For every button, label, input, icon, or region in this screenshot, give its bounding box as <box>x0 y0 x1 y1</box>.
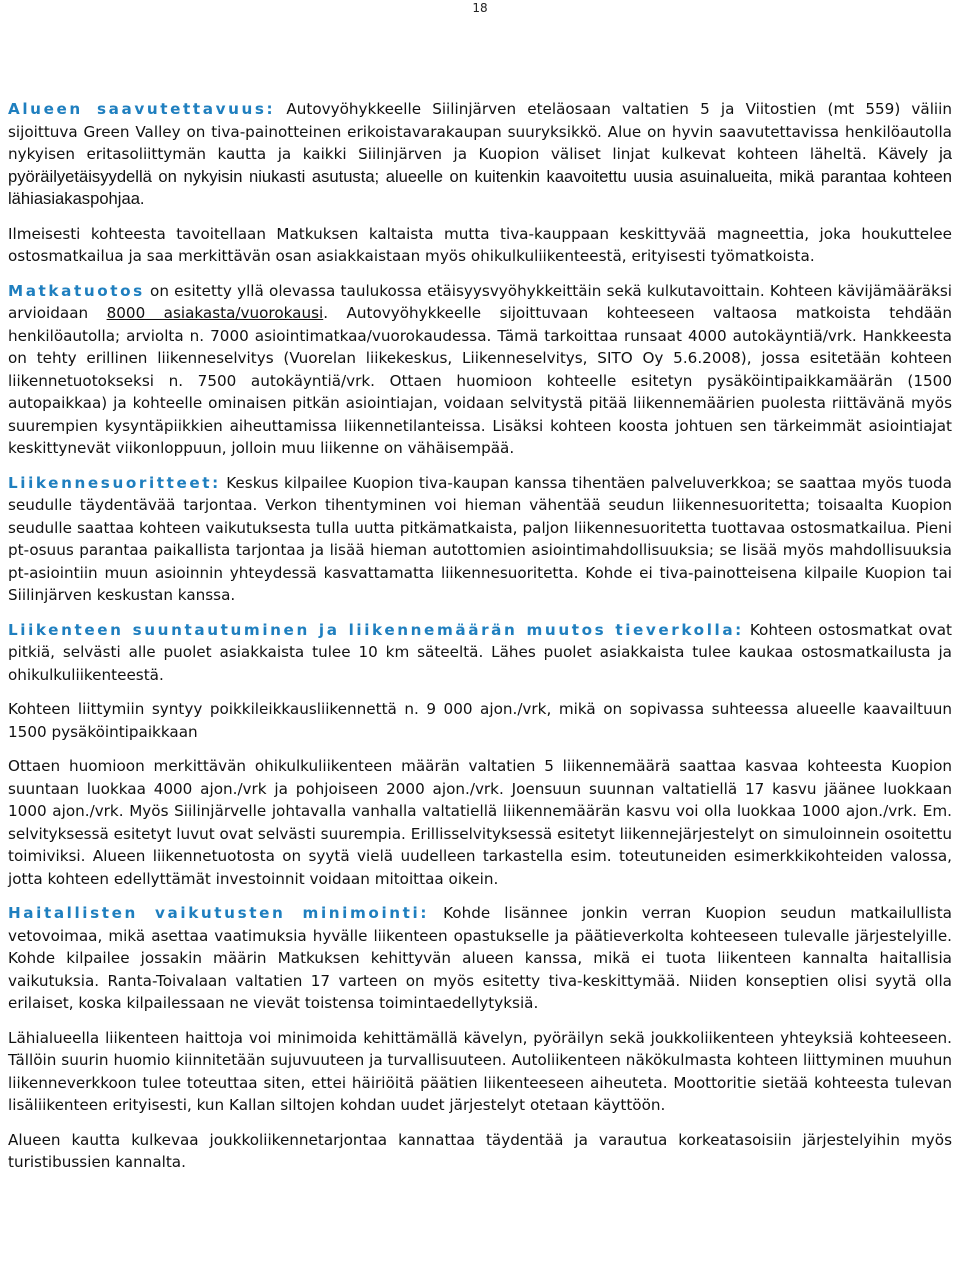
heading-trip-generation: Matkatuotos <box>8 281 145 300</box>
underlined-visitor-estimate: 8000 asiakasta/vuorokausi <box>106 304 324 322</box>
heading-traffic-performance: Liikennesuoritteet: <box>8 473 221 492</box>
heading-accessibility: Alueen saavutettavuus: <box>8 100 276 118</box>
paragraph-text: Ilmeisesti kohteesta tavoitellaan Matkuksen kaltaista mutta tiva-kauppaan keskittyvää magneettia, joka houkuttelee ostosmatkailua ja saa merkittävän osan asiakkaistaan myös ohikulkuliikenteestä, erityisesti työmatkoista. <box>8 224 952 265</box>
paragraph-mitigation <box>8 902 952 1015</box>
paragraph-trip-generation <box>8 280 952 460</box>
paragraph-text: Kohteen liittymiin syntyy poikkileikkausliikennettä n. 9 000 ajon./vrk, mikä on sopivassa suhteessa alueelle kaavailtuun 1500 pysäköintipaikkaan <box>8 700 952 741</box>
heading-mitigation: Haitallisten vaikutusten minimointi: <box>8 904 429 922</box>
paragraph-text: Kohteen ostosmatkat ovat pitkiä, selvästi alle puolet asiakkaista tulee 10 km säteeltä. Lähes puolet asiakkaista tulee kaukaa ostosmatkailusta ja ohikulkuliikenteestä. <box>8 620 952 684</box>
paragraph-text: Alueen kautta kulkevaa joukkoliikennetarjontaa kannattaa täydentää ja varautua korkeatasoisiin järjestelyihin myös turistibussien kannalta. <box>8 1130 952 1171</box>
paragraph-text: on esitetty yllä olevassa taulukossa etäisyysvyöhykkeittäin sekä kulkutavoittain. Kohteen kävijämääräksi arvioidaan <box>8 281 952 322</box>
document-body <box>8 98 952 1186</box>
paragraph-junction-traffic <box>8 698 952 743</box>
paragraph-text: . Autovyöhykkeelle sijoittuvaan kohteeseen valtaosa matkoista tehdään henkilöautolla; arviolta n. 7000 asiointimatkaa/vuorokaudessa. Tämä tarkoittaa runsaat 4000 autokäyntiä/vrk. Hankkeesta on tehty erillinen liikenneselvitys (Vuorelan liikekeskus, Liikenneselvitys, SITO Oy 5.6.2008), jossa esitetään kohteen liikennetuotokseksi n. 7500 autokäyntiä/vrk. Ottaen huomioon kohteelle esitetyn pysäköintipaikkamäärän (1500 autopaikkaa) ja kohteelle ominaisen pitkän asiointiajan, voidaan selvitystä pitää liikennemäärien puolesta riittävänä myös suurempien kysyntäpiikkien aiheuttamissa liikennetilanteissa. Lisäksi kohteen koosta johtuen sen tärkeimmät asiointiajat keskittynevät viikonloppuun, jolloin muu liikenne on vähäisempää. <box>8 304 952 457</box>
paragraph-traffic-performance <box>8 472 952 607</box>
paragraph-text: Lähialueella liikenteen haittoja voi minimoida kehittämällä kävelyn, pyöräilyn sekä joukkoliikenteen yhteyksiä kohteeseen. Tällöin suurin huomio kiinnitetään sujuvuuteen ja turvallisuuteen. Autoliikenteen näkökulmasta kohteen liittyminen muuhun liikenneverkkoon tulee toteuttaa siten, ettei häiriöitä päätien liikenteeseen aiheuteta. Moottoritie sietää kohteesta tulevan lisäliikenteen erityisesti, kun Kallan siltojen kohdan uudet järjestelyt otetaan käyttöön. <box>8 1028 952 1114</box>
paragraph-text: Autovyöhykkeelle Siilinjärven eteläosaan valtatien 5 ja Viitostien (mt 559) väliin sijoittuva Green Valley on tiva-painotteinen erikoistavarakaupan suuryksikkö. Alue on hyvin saavutettavissa henkilöautolla nykyisen eritasoliittymän kautta ja kaikki Siilinjärven ja Kuopion väliset linjat kulkevat kohteen läheltä. <box>8 100 952 163</box>
paragraph-public-transport <box>8 1129 952 1174</box>
page-number: 18 <box>472 1 488 15</box>
paragraph-text: Kävely ja pyöräilyetäisyydellä on nykyisin niukasti asutusta; alueelle on kuitenkin kaavoitettu uusia asuinalueita, mikä parantaa kohteen lähiasiakaspohjaa. <box>8 144 952 208</box>
paragraph-intent <box>8 223 952 268</box>
paragraph-traffic-direction <box>8 619 952 687</box>
paragraph-text: Kohde lisännee jonkin verran Kuopion seudun matkailullista vetovoimaa, mikä asettaa vaatimuksia hyvälle liikenteen opastukselle ja päätieverkolta kohteeseen tulevalle järjestelyille. Kohde kilpailee jossakin määrin Matkuksen kehittyvän alueen kanssa, mikä ei tuota liikenteen kannalta haitallisia vaikutuksia. Ranta-Toivalaan valtatien 17 varteen on myös esitetty tiva-keskittymää. Niiden konseptien olisi syytä olla erilaiset, koska kilpailessaan ne vievät toistensa toimintaedellytyksiä. <box>8 904 952 1012</box>
paragraph-local-area <box>8 1027 952 1117</box>
paragraph-accessibility <box>8 98 952 211</box>
paragraph-highway-growth <box>8 755 952 890</box>
heading-traffic-direction: Liikenteen suuntautuminen ja liikennemäärän muutos tieverkolla: <box>8 620 744 639</box>
paragraph-text: Keskus kilpailee Kuopion tiva-kaupan kanssa tihentäen palveluverkkoa; se saattaa myös tuoda seudulle täydentävää tarjontaa. Verkon tihentyminen voi hieman vähentää seudun liikennesuoritetta; toisaalta Kuopion seudulle saattaa kohteen vaikutuksesta tulla uutta pitkämatkaista, paljon liikennesuoritetta tuottavaa ostosmatkailua. Pieni pt-osuus parantaa paikallista tarjontaa ja lisää hieman autottomien asiointimahdollisuuksia; se lisää myös mahdollisuuksia pt-asiointiin muun asioinnin yhteydessä kasvattamatta liikennesuoritetta. Kohde ei tiva-painotteisena kilpaile Kuopion tai Siilinjärven keskustan kanssa. <box>8 473 952 604</box>
paragraph-text: Ottaen huomioon merkittävän ohikulkuliikenteen määrän valtatien 5 liikennemäärä saattaa kasvaa kohteesta Kuopion suuntaan luokkaa 4000 ajon./vrk ja pohjoiseen 2000 ajon./vrk. Joensuun suunnan valtatiellä 17 kasvu jäänee luokkaan 1000 ajon./vrk. Myös Siilinjärvelle johtavalla vanhalla valtatiellä liikennemäärän kasvu voi olla luokkaa 1000 ajon./vrk. Em. selvityksessä esitetyt luvut ovat selvästi suurempia. Erillisselvityksessä esitetyt liikennejärjestelyt on simuloinnein osoitettu toimiviksi. Alueen liikennetuotosta on syytä vielä uudelleen tarkastella esim. toteutuneiden esimerkkikohteiden valossa, jotta kohteen edellyttämät investoinnit voidaan mitoittaa oikein. <box>8 757 952 888</box>
